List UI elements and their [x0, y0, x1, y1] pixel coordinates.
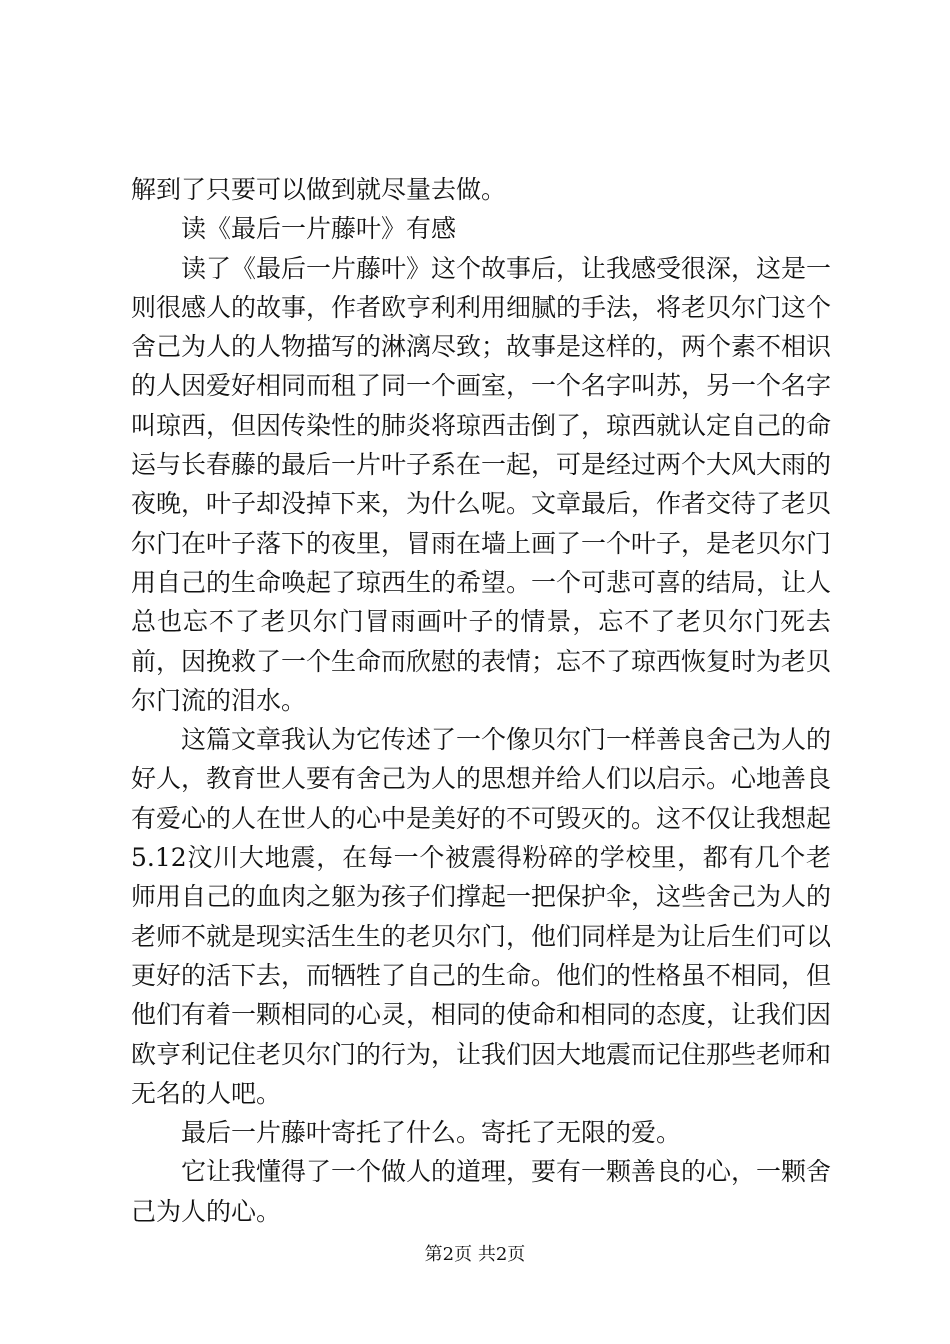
- paragraph-story-summary: 读了《最后一片藤叶》这个故事后，让我感受很深，这是一则很感人的故事，作者欧亨利利用细腻的手法，将老贝尔门这个舍己为人的人物描写的淋漓尽致；故事是这样的，两个素不相识的人因爱好相同而租了同一个画室，一个名字叫苏，另一个名字叫琼西，但因传染性的肺炎将琼西击倒了，琼西就认定自己的命运与长春藤的最后一片叶子系在一起，可是经过两个大风大雨的夜晚，叶子却没掉下来，为什么呢。文章最后，作者交待了老贝尔门在叶子落下的夜里，冒雨在墙上画了一个叶子，是老贝尔门用自己的生命唤起了琼西生的希望。一个可悲可喜的结局，让人总也忘不了老贝尔门冒雨画叶子的情景，忘不了老贝尔门死去前，因挽救了一个生命而欣慰的表情；忘不了琼西恢复时为老贝尔门流的泪水。: [131, 253, 832, 715]
- paragraph-reflection: 这篇文章我认为它传述了一个像贝尔门一样善良舍己为人的好人，教育世人要有舍己为人的思想并给人们以启示。心地善良有爱心的人在世人的心中是美好的不可毁灭的。这不仅让我想起5.12汶川大地震，在每一个被震得粉碎的学校里，都有几个老师用自己的血肉之躯为孩子们撑起一把保护伞，这些舍己为人的老师不就是现实活生生的老贝尔门，他们同样是为让后生们可以更好的活下去，而牺牲了自己的生命。他们的性格虽不相同，但他们有着一颗相同的心灵，相同的使命和相同的态度，让我们因欧亨利记住老贝尔门的行为，让我们因大地震而记住那些老师和无名的人吧。: [131, 725, 832, 1108]
- document-body: [131, 170, 831, 1231]
- paragraph-conclusion: 它让我懂得了一个做人的道理，要有一颗善良的心，一颗舍己为人的心。: [131, 1157, 832, 1226]
- paragraph-continuation: 解到了只要可以做到就尽量去做。: [131, 175, 507, 204]
- paragraph-question: 最后一片藤叶寄托了什么。寄托了无限的爱。: [181, 1118, 682, 1148]
- page-number-footer: 第2页 共2页: [424, 1244, 526, 1265]
- essay-title: 读《最后一片藤叶》有感: [181, 214, 457, 244]
